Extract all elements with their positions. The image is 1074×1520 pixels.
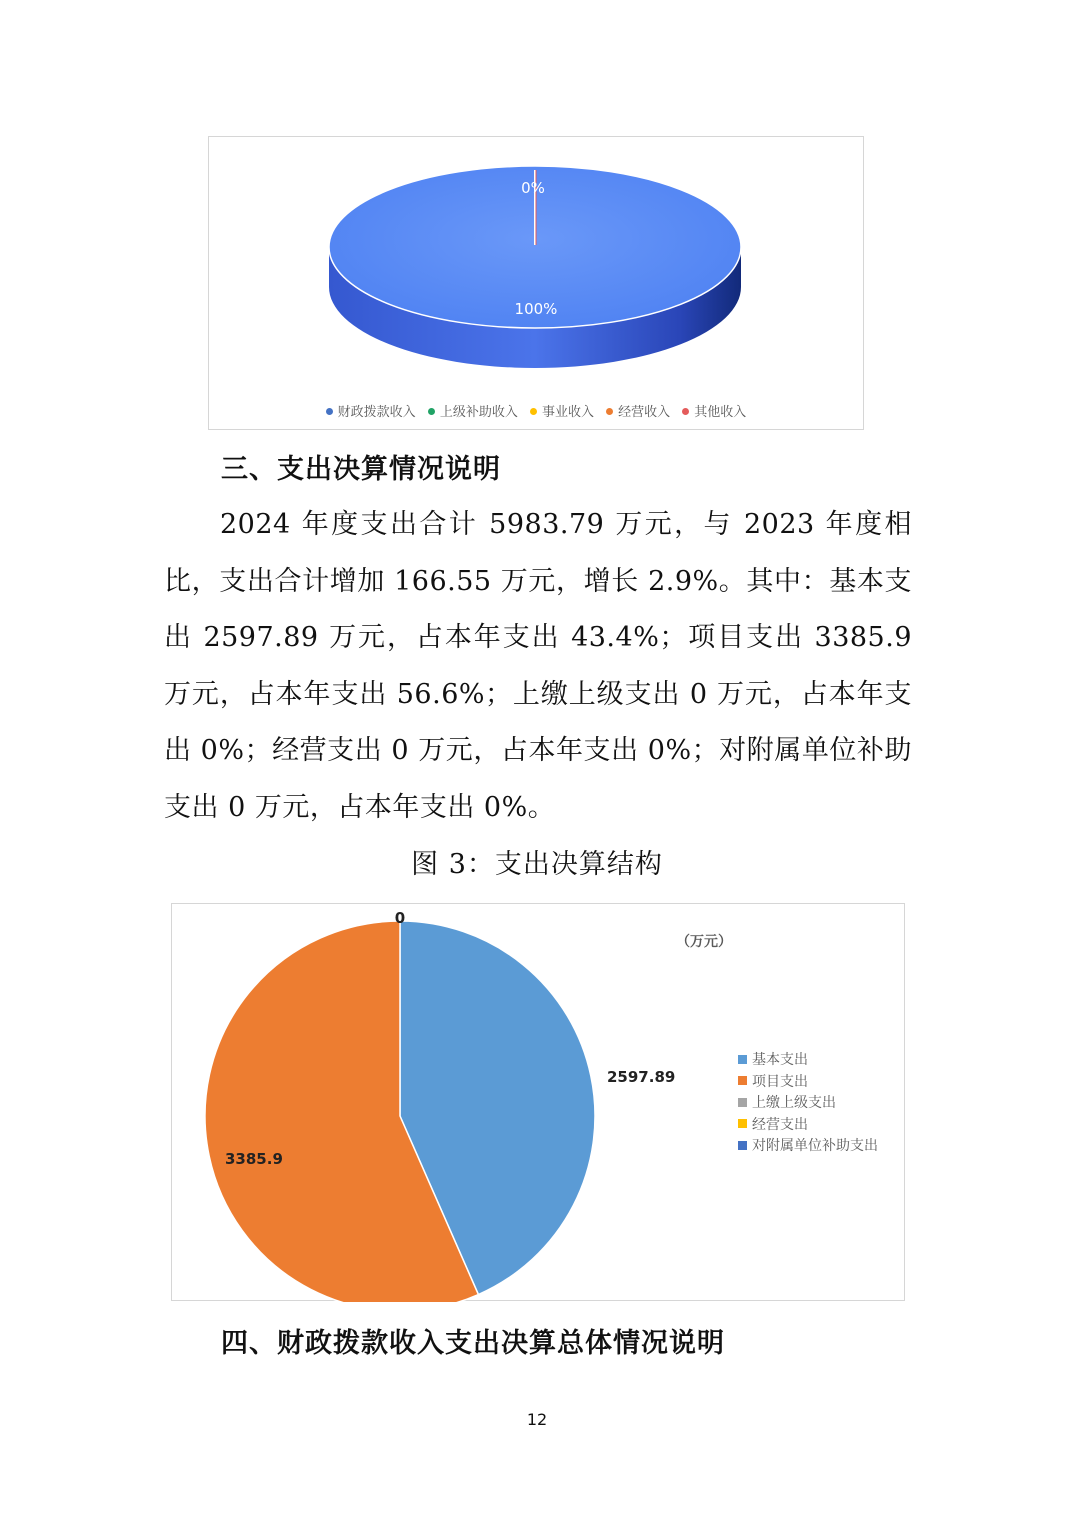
pie1-label-hundred: 100% xyxy=(514,300,558,318)
legend-item-basic: 基本支出 xyxy=(738,1050,878,1072)
legend-item-subsidiary-subsidy: 对附属单位补助支出 xyxy=(738,1136,878,1158)
page-number: 12 xyxy=(526,1410,548,1429)
figure3-caption: 图 3：支出决算结构 xyxy=(411,849,663,880)
legend-item-other-income: 其他收入 xyxy=(682,401,746,420)
legend-item-superior-subsidy: 上级补助收入 xyxy=(428,401,518,420)
section3-heading: 三、支出决算情况说明 xyxy=(221,454,501,485)
legend-item-operating-income: 经营收入 xyxy=(606,401,670,420)
expenditure-pie-chart xyxy=(171,903,905,1301)
pie2-label-zero: 0 xyxy=(394,909,406,927)
section4-heading: 四、财政拨款收入支出决算总体情况说明 xyxy=(221,1328,725,1359)
expenditure-legend xyxy=(738,1050,878,1158)
legend-item-fiscal: 财政拨款收入 xyxy=(326,401,416,420)
section3-paragraph: 2024 年度支出合计 5983.79 万元，与 2023 年度相比，支出合计增加 166.55 万元，增长 2.9%。其中：基本支出 2597.89 万元，占本年支出 43.4%；项目支出 3385.9 万元，占本年支出 56.6%；上缴上级支出 0 万元，占本年支出 0%；经营支出 0 万元，占本年支出 0%；对附属单位补助支出 0 万元，占本年支出 0%。 xyxy=(164,509,912,823)
pie2-label-basic: 2597.89 xyxy=(607,1068,676,1086)
legend-item-business-income: 事业收入 xyxy=(530,401,594,420)
legend-item-remit-superior: 上缴上级支出 xyxy=(738,1093,878,1115)
income-pie-svg xyxy=(209,137,865,431)
pie2-label-project: 3385.9 xyxy=(225,1150,283,1168)
income-legend xyxy=(209,401,863,420)
income-pie-chart xyxy=(208,136,864,430)
legend-item-operating: 经营支出 xyxy=(738,1115,878,1137)
expenditure-unit-label: （万元） xyxy=(676,934,732,950)
pie1-label-zero: 0% xyxy=(521,179,545,197)
legend-item-project: 项目支出 xyxy=(738,1072,878,1094)
